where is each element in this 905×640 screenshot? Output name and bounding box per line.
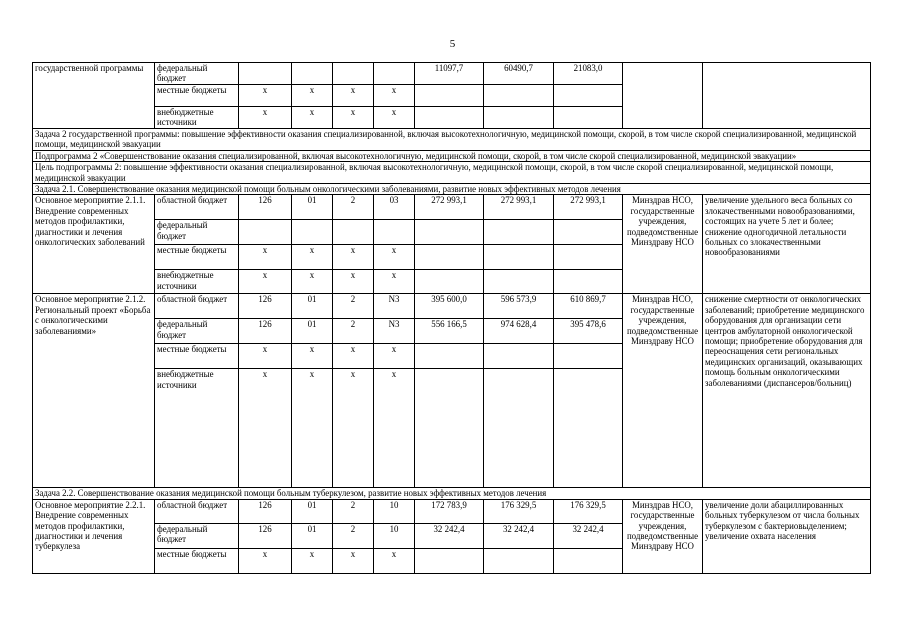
funding-source: федеральный бюджет [155, 319, 239, 344]
funding-source: местные бюджеты [155, 548, 239, 573]
budget-code-cell: х [333, 107, 374, 129]
task-2-1-header: Задача 2.1. Совершенствование оказания медицинской помощи больным онкологическими заболеваниями, развитие новых эффективных методов лечения [33, 184, 871, 195]
amount-cell: 395 478,6 [554, 319, 623, 344]
amount-cell [554, 369, 623, 488]
budget-code-cell: 10 [374, 523, 415, 548]
amount-cell [484, 344, 554, 369]
amount-cell: 176 329,5 [484, 499, 554, 523]
budget-code-cell: 2 [333, 523, 374, 548]
amount-cell: 60490,7 [484, 63, 554, 85]
amount-cell [415, 107, 484, 129]
budget-code-cell: х [374, 270, 415, 294]
budget-code-cell: х [292, 270, 333, 294]
budget-code-cell: х [292, 85, 333, 107]
budget-code-cell: х [374, 107, 415, 129]
subprogram-2-header: Подпрограмма 2 «Совершенствование оказания специализированной, включая высокотехнологичную, медицинской помощи, скорой, в том числе скорой специализированной, медицинской эвакуации» [33, 150, 871, 161]
budget-code-cell: 03 [374, 195, 415, 220]
budget-code-cell: х [333, 369, 374, 488]
budget-code-cell: х [239, 344, 292, 369]
funding-source: внебюджетные источники [155, 369, 239, 488]
amount-cell [484, 245, 554, 270]
budget-code-cell [292, 63, 333, 85]
amount-cell [415, 220, 484, 245]
table-row [33, 294, 871, 319]
amount-cell: 610 869,7 [554, 294, 623, 319]
responsible-executor: Минздрав НСО, государственные учреждения, подведомственные Минздраву НСО [623, 294, 703, 488]
budget-code-cell [333, 63, 374, 85]
table-row [33, 63, 871, 85]
budget-code-cell [374, 220, 415, 245]
budget-code-cell: х [292, 369, 333, 488]
measure-name: государственной программы [33, 63, 155, 129]
responsible-executor: Минздрав НСО, государственные учреждения, подведомственные Минздраву НСО [623, 499, 703, 573]
budget-code-cell: х [374, 344, 415, 369]
budget-code-cell: х [239, 270, 292, 294]
amount-cell [415, 344, 484, 369]
section-header-row [33, 150, 871, 161]
amount-cell [484, 548, 554, 573]
budget-code-cell: N3 [374, 294, 415, 319]
budget-code-cell: 126 [239, 195, 292, 220]
funding-source: внебюджетные источники [155, 107, 239, 129]
budget-code-cell: х [333, 270, 374, 294]
amount-cell [415, 369, 484, 488]
funding-source: федеральный бюджет [155, 523, 239, 548]
section-header-row [33, 129, 871, 151]
budget-code-cell: х [333, 245, 374, 270]
amount-cell [484, 369, 554, 488]
amount-cell [415, 548, 484, 573]
budget-code-cell: х [239, 548, 292, 573]
budget-code-cell: 10 [374, 499, 415, 523]
amount-cell: 596 573,9 [484, 294, 554, 319]
funding-source: областной бюджет [155, 294, 239, 319]
amount-cell: 556 166,5 [415, 319, 484, 344]
budget-code-cell: х [333, 85, 374, 107]
budget-code-cell [239, 220, 292, 245]
budget-code-cell: 01 [292, 523, 333, 548]
program-table [32, 62, 871, 574]
amount-cell: 176 329,5 [554, 499, 623, 523]
section-header-row [33, 488, 871, 499]
budget-code-cell: х [374, 85, 415, 107]
budget-code-cell: 126 [239, 294, 292, 319]
budget-code-cell: х [239, 85, 292, 107]
budget-code-cell: х [333, 548, 374, 573]
budget-code-cell: х [333, 344, 374, 369]
task-2-header: Задача 2 государственной программы: повышение эффективности оказания специализированной, включая высокотехнологичную, медицинской помощи, скорой, в том числе скорой специализированной, медицинской помощи, медицинской эвакуации [33, 129, 871, 151]
amount-cell [554, 344, 623, 369]
amount-cell [554, 245, 623, 270]
budget-code-cell: 01 [292, 195, 333, 220]
budget-code-cell: N3 [374, 319, 415, 344]
amount-cell [484, 85, 554, 107]
responsible-executor: Минздрав НСО, государственные учреждения, подведомственные Минздраву НСО [623, 195, 703, 294]
funding-source: внебюджетные источники [155, 270, 239, 294]
amount-cell [554, 85, 623, 107]
budget-code-cell: х [374, 245, 415, 270]
budget-code-cell: 2 [333, 319, 374, 344]
budget-code-cell: 126 [239, 499, 292, 523]
budget-code-cell: 01 [292, 499, 333, 523]
budget-code-cell: 2 [333, 499, 374, 523]
funding-source: областной бюджет [155, 195, 239, 220]
budget-code-cell: 01 [292, 319, 333, 344]
budget-code-cell: х [239, 107, 292, 129]
funding-source: местные бюджеты [155, 85, 239, 107]
amount-cell: 172 783,9 [415, 499, 484, 523]
amount-cell: 272 993,1 [554, 195, 623, 220]
budget-code-cell: х [292, 245, 333, 270]
goal-2-header: Цель подпрограммы 2: повышение эффективности оказания специализированной, включая высокотехнологичную, медицинской помощи, скорой, в том числе скорой специализированной, медицинской помощи, медицинской эвакуации [33, 162, 871, 184]
table-body [33, 63, 871, 574]
amount-cell: 32 242,4 [554, 523, 623, 548]
section-header-row [33, 162, 871, 184]
budget-code-cell: 126 [239, 523, 292, 548]
funding-source: федеральный бюджет [155, 63, 239, 85]
amount-cell: 272 993,1 [484, 195, 554, 220]
amount-cell: 11097,7 [415, 63, 484, 85]
responsible-executor [623, 63, 703, 129]
amount-cell [415, 85, 484, 107]
budget-code-cell [333, 220, 374, 245]
budget-code-cell: х [292, 107, 333, 129]
budget-code-cell: 126 [239, 319, 292, 344]
expected-result: увеличение удельного веса больных со злокачественными новообразованиями, состоящих на учете 5 лет и более; снижение одногодичной летальности больных со злокачественными новообразованиями [703, 195, 871, 294]
budget-code-cell [374, 63, 415, 85]
amount-cell [484, 107, 554, 129]
budget-code-cell: х [374, 369, 415, 488]
funding-source: федеральный бюджет [155, 220, 239, 245]
funding-source: местные бюджеты [155, 245, 239, 270]
expected-result: увеличение доли абациллированных больных туберкулезом от числа больных туберкулезом с бактериовыделением; увеличение охвата населения [703, 499, 871, 573]
budget-code-cell: х [239, 245, 292, 270]
table-row [33, 195, 871, 220]
amount-cell: 21083,0 [554, 63, 623, 85]
amount-cell [415, 270, 484, 294]
budget-code-cell [239, 63, 292, 85]
table-row [33, 499, 871, 523]
amount-cell [554, 107, 623, 129]
amount-cell [484, 220, 554, 245]
measure-name: Основное мероприятие 2.1.2. Региональный проект «Борьба с онкологическими заболеваниями» [33, 294, 155, 488]
budget-code-cell: х [292, 548, 333, 573]
page-number: 5 [449, 38, 456, 50]
amount-cell [554, 548, 623, 573]
budget-code-cell: 2 [333, 195, 374, 220]
budget-code-cell: х [374, 548, 415, 573]
budget-code-cell: х [292, 344, 333, 369]
amount-cell: 272 993,1 [415, 195, 484, 220]
amount-cell [484, 270, 554, 294]
budget-code-cell: х [239, 369, 292, 488]
measure-name: Основное мероприятие 2.1.1. Внедрение современных методов профилактики, диагностики и лечения онкологических заболеваний [33, 195, 155, 294]
amount-cell: 395 600,0 [415, 294, 484, 319]
measure-name: Основное мероприятие 2.2.1. Внедрение современных методов профилактики, диагностики и лечения туберкулеза [33, 499, 155, 573]
section-header-row [33, 184, 871, 195]
budget-code-cell: 01 [292, 294, 333, 319]
amount-cell: 974 628,4 [484, 319, 554, 344]
expected-result [703, 63, 871, 129]
amount-cell: 32 242,4 [415, 523, 484, 548]
budget-code-cell: 2 [333, 294, 374, 319]
amount-cell [554, 220, 623, 245]
amount-cell: 32 242,4 [484, 523, 554, 548]
amount-cell [554, 270, 623, 294]
amount-cell [415, 245, 484, 270]
budget-code-cell [292, 220, 333, 245]
funding-source: областной бюджет [155, 499, 239, 523]
expected-result: снижение смертности от онкологических заболеваний; приобретение медицинского оборудования для организации сети центров амбулаторной онкологической помощи; приобретение оборудования для переоснащения сети региональных медицинских организаций, оказывающих помощь больным онкологическими заболеваниями (диспансеров/больниц) [703, 294, 871, 488]
funding-source: местные бюджеты [155, 344, 239, 369]
task-2-2-header: Задача 2.2. Совершенствование оказания медицинской помощи больным туберкулезом, развитие новых эффективных методов лечения [33, 488, 871, 499]
